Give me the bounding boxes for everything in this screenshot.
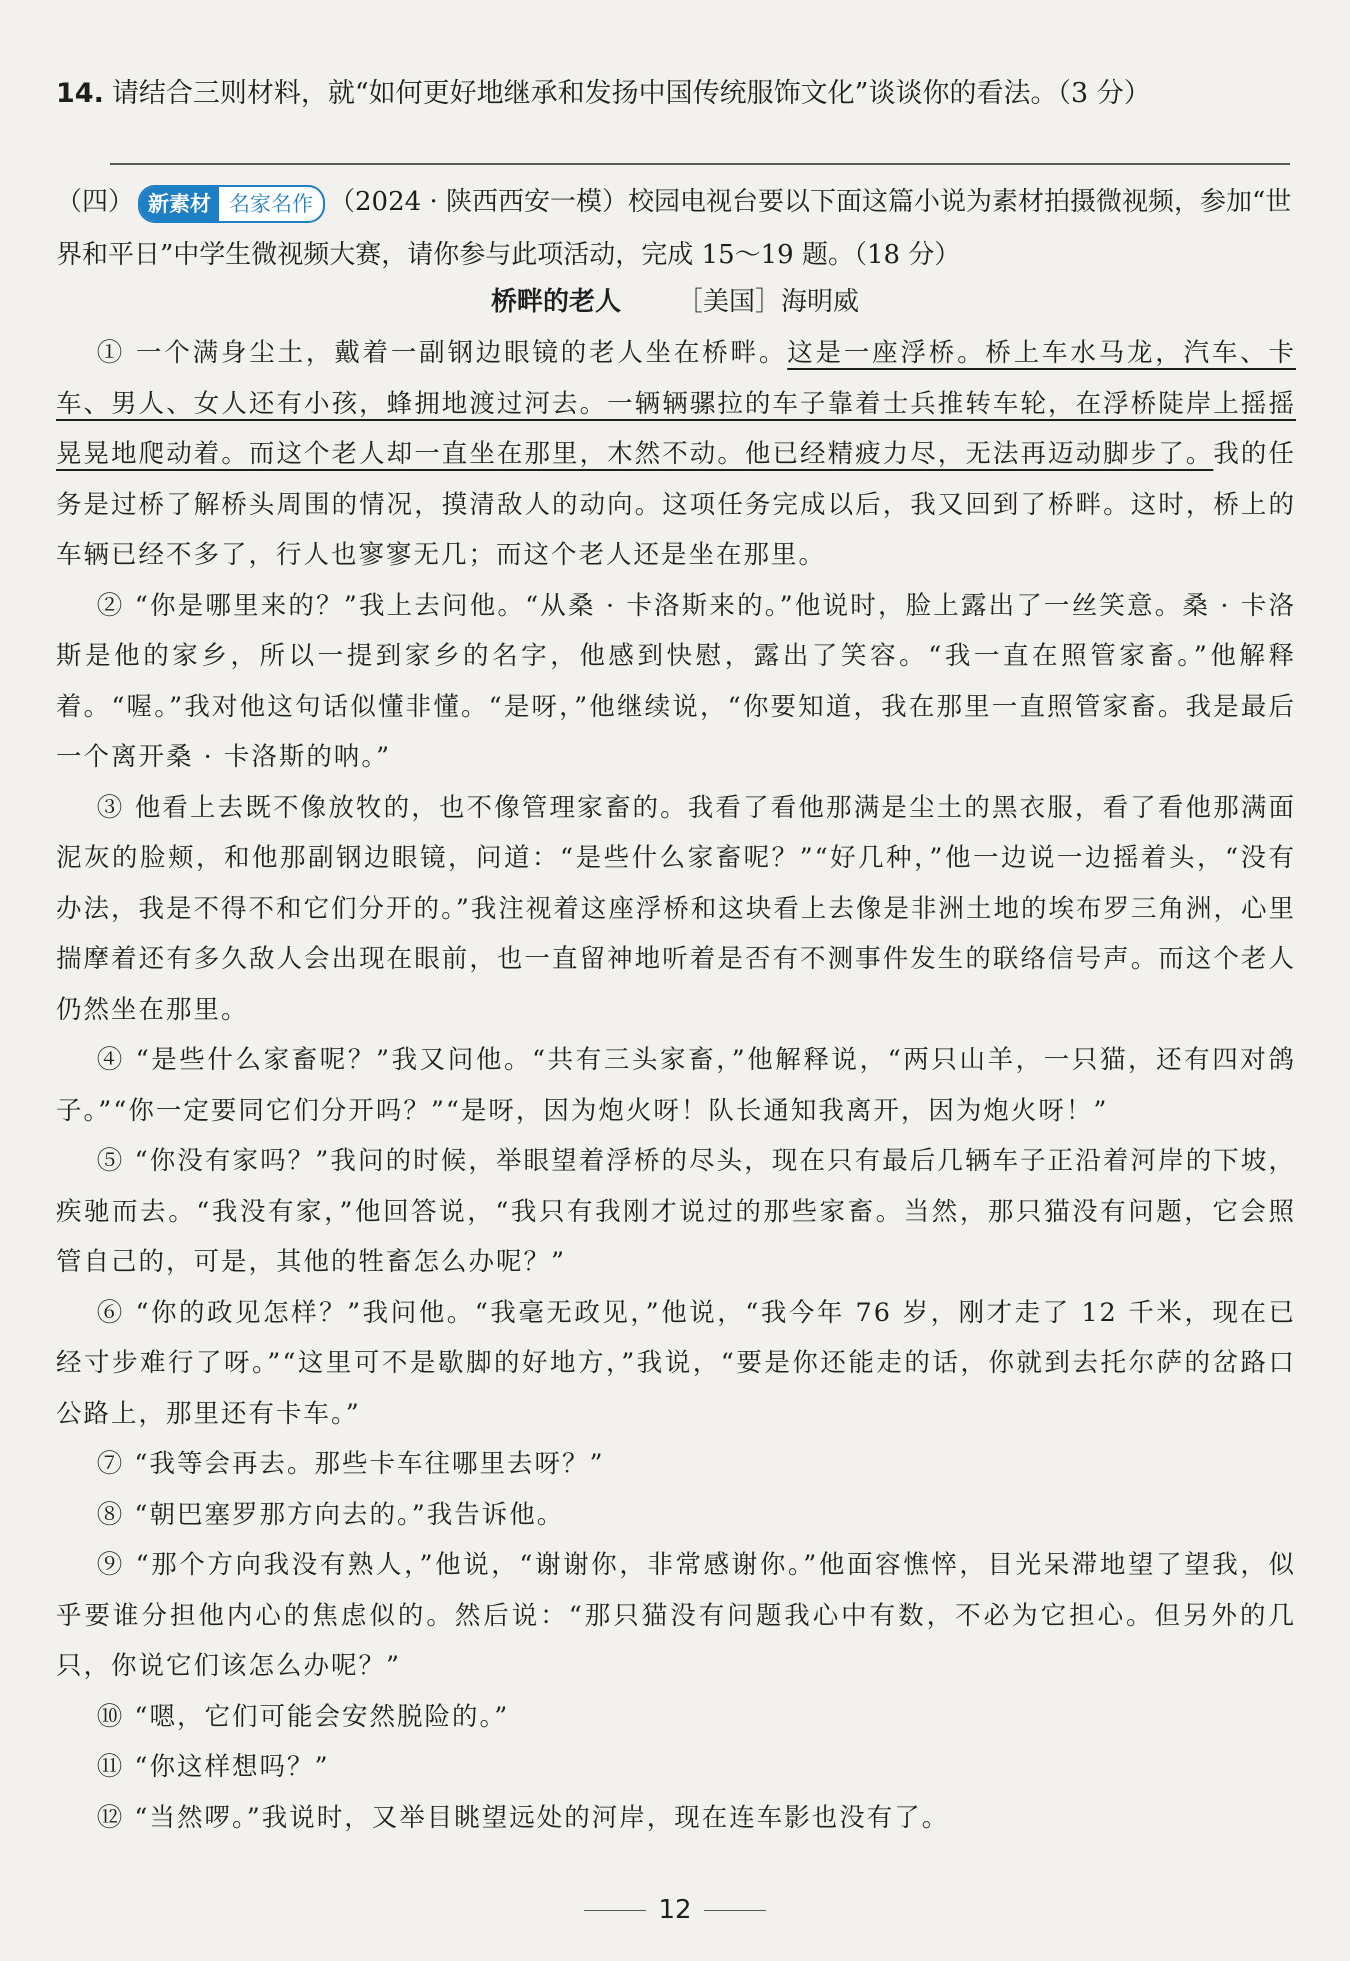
section-intro-text: （2024 · 陕西西安一模）校园电视台要以下面这篇小说为素材拍摄微视频，参加“世界和平日”中学生微视频大赛，请你参与此项活动，完成 15～19 题。（18 分） <box>56 187 1292 270</box>
paragraph-1 <box>56 328 1296 581</box>
badge-new-material: 新素材 <box>140 187 219 221</box>
story-body <box>56 328 1296 1843</box>
material-badge <box>138 177 325 229</box>
footer-line-right <box>704 1910 766 1911</box>
question-14 <box>56 72 1306 116</box>
paragraph-8: ⑧ “朝巴塞罗那方向去的。”我告诉他。 <box>96 1499 565 1530</box>
story-heading <box>0 282 1350 322</box>
paragraph-10: ⑩ “嗯，它们可能会安然脱险的。” <box>96 1701 510 1732</box>
paragraph-1-start: ① 一个满身尘土，戴着一副钢边眼镜的老人坐在桥畔。 <box>96 338 788 368</box>
paragraph-9: ⑨ “那个方向我没有熟人，”他说，“谢谢你，非常感谢你。”他面容憔悴，目光呆滞地望了望我，似乎要谁分担他内心的焦虑似的。然后说：“那只猫没有问题我心中有数，不必为它担心。但另外的几只，你说它们该怎么办呢？” <box>56 1550 1296 1681</box>
paragraph-2: ② “你是哪里来的？”我上去问他。“从桑 · 卡洛斯来的。”他说时，脸上露出了一丝笑意。桑 · 卡洛斯是他的家乡，所以一提到家乡的名字，他感到快慰，露出了笑容。“我一直在照管家畜。”他解释着。“喔。”我对他这句话似懂非懂。“是呀，”他继续说，“你要知道，我在那里一直照管家畜。我是最后一个离开桑 · 卡洛斯的呐。” <box>56 590 1296 772</box>
paragraph-1-end: 我的任务是过桥了解桥头周围的情况，摸清敌人的动向。这项任务完成以后，我又回到了桥畔。这时，桥上的车辆已经不多了，行人也寥寥无几；而这个老人还是坐在那里。 <box>56 439 1296 570</box>
paragraph-5: ⑤ “你没有家吗？”我问的时候，举眼望着浮桥的尽头，现在只有最后几辆车子正沿着河岸的下坡，疾驰而去。“我没有家，”他回答说，“我只有我刚才说过的那些家畜。当然，那只猫没有问题，它会照管自己的，可是，其他的牲畜怎么办呢？” <box>56 1146 1296 1277</box>
question-number: 14. <box>56 78 104 109</box>
paragraph-6: ⑥ “你的政见怎样？”我问他。“我毫无政见，”他说，“我今年 76 岁，刚才走了 12 千米，现在已经寸步难行了呀。”“这里可不是歇脚的好地方，”我说，“要是你还能走的话，你就到去托尔萨的岔路口公路上，那里还有卡车。” <box>56 1297 1296 1429</box>
paragraph-4: ④ “是些什么家畜呢？”我又问他。“共有三头家畜，”他解释说，“两只山羊，一只猫，还有四对鸽子。”“你一定要同它们分开吗？”“是呀，因为炮火呀！队长通知我离开，因为炮火呀！” <box>56 1045 1296 1126</box>
section-label: （四） <box>56 187 135 217</box>
question-text: 请结合三则材料，就“如何更好地继承和发扬中国传统服饰文化”谈谈你的看法。（3 分） <box>111 78 1151 109</box>
paragraph-3: ③ 他看上去既不像放牧的，也不像管理家畜的。我看了看他那满是尘土的黑衣服，看了看他那满面泥灰的脸颊，和他那副钢边眼镜，问道：“是些什么家畜呢？”“好几种，”他一边说一边摇着头，“没有办法，我是不得不和它们分开的。”我注视着这座浮桥和这块看上去像是非洲土地的埃布罗三角洲，心里揣摩着还有多久敌人会出现在眼前，也一直留神地听着是否有不测事件发生的联络信号声。而这个老人仍然坐在那里。 <box>56 792 1296 1025</box>
page-footer <box>0 1895 1350 1925</box>
paragraph-12: ⑫ “当然啰。”我说时，又举目眺望远处的河岸，现在连车影也没有了。 <box>96 1802 950 1833</box>
badge-famous-works: 名家名作 <box>229 192 314 216</box>
paragraph-11: ⑪ “你这样想吗？” <box>96 1752 330 1782</box>
page-number: 12 <box>658 1895 692 1925</box>
footer-line-left <box>584 1910 646 1911</box>
story-author: ［美国］海明威 <box>677 287 860 317</box>
paragraph-7: ⑦ “我等会再去。那些卡车往哪里去呀？” <box>96 1449 605 1479</box>
story-title: 桥畔的老人 <box>490 287 621 317</box>
section-intro <box>56 176 1296 281</box>
underlined-passage: 这是一座浮桥。桥上车水马龙，汽车、卡车、男人、女人还有小孩，蜂拥地渡过河去。一辆辆骡拉的车子靠着士兵推转车轮，在浮桥陡岸上摇摇晃晃地爬动着。而这个老人却一直坐在那里，木然不动。他已经精疲力尽，无法再迈动脚步了。 <box>56 338 1296 469</box>
section-divider <box>110 163 1290 165</box>
